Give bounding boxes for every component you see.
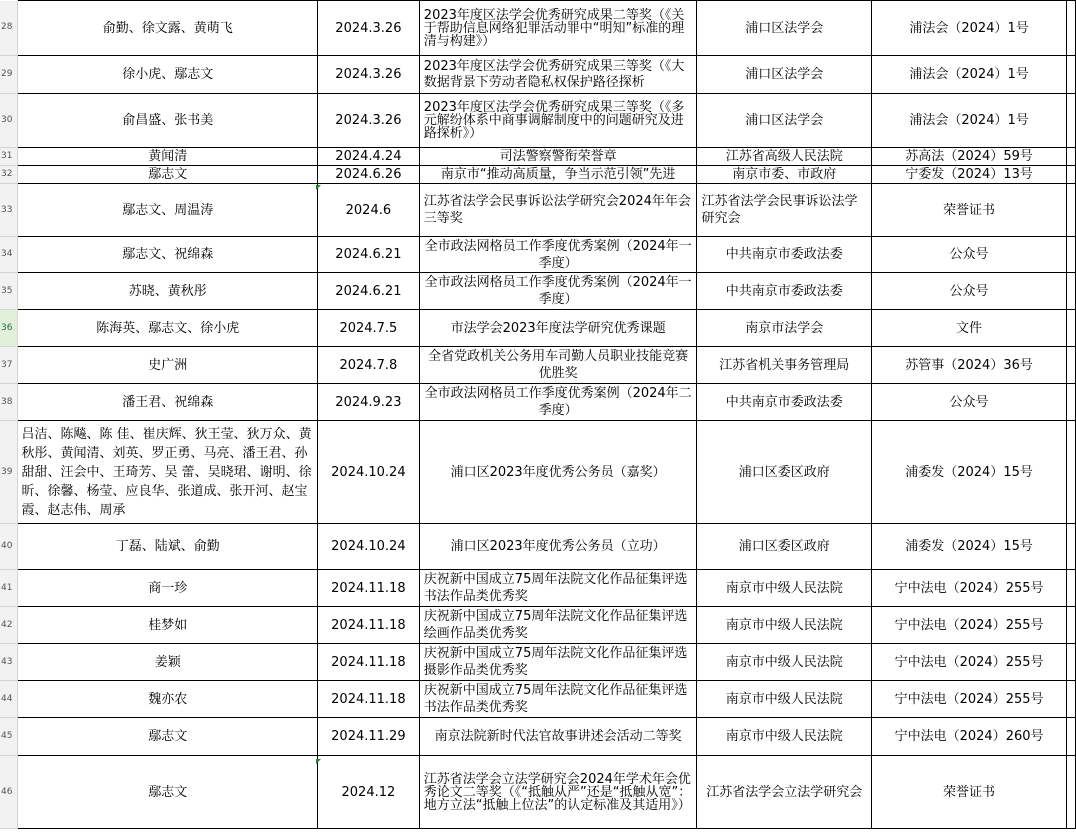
date-cell[interactable]: 2024.10.24 — [317, 524, 419, 570]
empty-cell[interactable] — [1066, 94, 1075, 148]
document-cell[interactable]: 宁中法电（2024）255号 — [872, 607, 1067, 644]
table-row[interactable] — [0, 644, 1076, 681]
table-row[interactable] — [0, 1, 1076, 56]
award-cell[interactable]: 庆祝新中国成立75周年法院文化作品征集评选书法作品类优秀奖 — [419, 681, 697, 718]
date-cell[interactable]: 2024.6.26 — [317, 166, 419, 184]
row-number[interactable]: 28 — [0, 1, 18, 56]
award-cell[interactable]: 全省党政机关公务用车司勤人员职业技能竞赛优胜奖 — [419, 347, 697, 384]
date-cell[interactable]: 2024.11.18 — [317, 681, 419, 718]
empty-cell[interactable] — [1066, 681, 1075, 718]
recipient-names-cell[interactable]: 丁磊、陆斌、俞勤 — [18, 524, 318, 570]
table-row[interactable] — [0, 756, 1076, 829]
recipient-names-cell[interactable]: 鄢志文、祝绵森 — [18, 237, 318, 273]
recipient-names-cell[interactable]: 鄢志文 — [18, 166, 318, 184]
row-number[interactable]: 40 — [0, 524, 18, 570]
document-cell[interactable]: 浦法会（2024）1号 — [872, 1, 1067, 56]
row-number[interactable]: 33 — [0, 184, 18, 237]
issuer-cell[interactable]: 中共南京市委政法委 — [697, 237, 872, 273]
empty-cell[interactable] — [1066, 166, 1075, 184]
issuer-cell[interactable]: 浦口区法学会 — [697, 94, 872, 148]
document-cell[interactable]: 浦法会（2024）1号 — [872, 56, 1067, 94]
document-cell[interactable]: 宁中法电（2024）255号 — [872, 570, 1067, 607]
row-number[interactable]: 41 — [0, 570, 18, 607]
document-cell[interactable]: 宁中法电（2024）260号 — [872, 718, 1067, 756]
table-row[interactable] — [0, 524, 1076, 570]
award-cell[interactable]: 庆祝新中国成立75周年法院文化作品征集评选摄影作品类优秀奖 — [419, 644, 697, 681]
award-cell[interactable]: 全市政法网格员工作季度优秀案例（2024年一季度） — [419, 273, 697, 310]
award-cell[interactable]: 浦口区2023年度优秀公务员（立功） — [419, 524, 697, 570]
award-cell[interactable]: 司法警察警衔荣誉章 — [419, 148, 697, 166]
table-row[interactable] — [0, 718, 1076, 756]
issuer-cell[interactable]: 南京市委、市政府 — [697, 166, 872, 184]
date-cell[interactable]: 2024.11.18 — [317, 570, 419, 607]
issuer-cell[interactable]: 浦口区委区政府 — [697, 421, 872, 524]
recipient-names-cell[interactable]: 商一珍 — [18, 570, 318, 607]
date-cell[interactable]: 2024.3.26 — [317, 94, 419, 148]
row-number[interactable]: 35 — [0, 273, 18, 310]
row-number[interactable]: 43 — [0, 644, 18, 681]
date-cell[interactable]: 2024.12 — [317, 756, 419, 829]
row-number[interactable]: 39 — [0, 421, 18, 524]
document-cell[interactable]: 宁中法电（2024）255号 — [872, 644, 1067, 681]
empty-cell[interactable] — [1066, 1, 1075, 56]
date-cell[interactable]: 2024.9.23 — [317, 384, 419, 421]
issuer-cell[interactable]: 南京市中级人民法院 — [697, 681, 872, 718]
table-row[interactable] — [0, 94, 1076, 148]
table-row[interactable] — [0, 384, 1076, 421]
issuer-cell[interactable]: 南京市中级人民法院 — [697, 570, 872, 607]
table-row[interactable] — [0, 310, 1076, 347]
document-cell[interactable]: 公众号 — [872, 384, 1067, 421]
recipient-names-cell[interactable]: 桂梦如 — [18, 607, 318, 644]
award-cell[interactable]: 江苏省法学会民事诉讼法学研究会2024年年会三等奖 — [419, 184, 697, 237]
recipient-names-cell[interactable]: 鄢志文 — [18, 718, 318, 756]
document-cell[interactable]: 公众号 — [872, 237, 1067, 273]
empty-cell[interactable] — [1066, 184, 1075, 237]
award-cell[interactable]: 南京法院新时代法官故事讲述会活动二等奖 — [419, 718, 697, 756]
row-number[interactable]: 34 — [0, 237, 18, 273]
recipient-names-cell[interactable]: 苏晓、黄秋彤 — [18, 273, 318, 310]
empty-cell[interactable] — [1066, 524, 1075, 570]
recipient-names-cell[interactable]: 姜颖 — [18, 644, 318, 681]
award-cell[interactable]: 江苏省法学会立法学研究会2024年学术年会优秀论文二等奖（《“抵触从严”还是“抵触从宽”：地方立法“抵触上位法”的认定标准及其适用》） — [419, 756, 697, 829]
table-row[interactable] — [0, 184, 1076, 237]
document-cell[interactable]: 浦法会（2024）1号 — [872, 94, 1067, 148]
issuer-cell[interactable]: 南京市中级人民法院 — [697, 644, 872, 681]
recipient-names-cell[interactable]: 黄闻清 — [18, 148, 318, 166]
table-row[interactable] — [0, 570, 1076, 607]
date-cell[interactable]: 2024.6.21 — [317, 273, 419, 310]
row-number[interactable]: 32 — [0, 166, 18, 184]
issuer-cell[interactable]: 江苏省机关事务管理局 — [697, 347, 872, 384]
empty-cell[interactable] — [1066, 644, 1075, 681]
issuer-cell[interactable]: 南京市中级人民法院 — [697, 718, 872, 756]
row-number[interactable]: 30 — [0, 94, 18, 148]
table-row[interactable] — [0, 347, 1076, 384]
document-cell[interactable]: 公众号 — [872, 273, 1067, 310]
recipient-names-cell[interactable]: 鄢志文、周温涛 — [18, 184, 318, 237]
issuer-cell[interactable]: 南京市中级人民法院 — [697, 607, 872, 644]
date-cell[interactable]: 2024.7.5 — [317, 310, 419, 347]
cell-comment-marker[interactable] — [316, 185, 321, 190]
table-row[interactable] — [0, 607, 1076, 644]
empty-cell[interactable] — [1066, 756, 1075, 829]
date-cell[interactable]: 2024.10.24 — [317, 421, 419, 524]
award-cell[interactable]: 庆祝新中国成立75周年法院文化作品征集评选绘画作品类优秀奖 — [419, 607, 697, 644]
empty-cell[interactable] — [1066, 273, 1075, 310]
date-cell[interactable]: 2024.3.26 — [317, 1, 419, 56]
award-cell[interactable]: 南京市“推动高质量，争当示范引领”先进 — [419, 166, 697, 184]
row-number-selected[interactable]: 36 — [0, 310, 18, 347]
award-cell[interactable]: 全市政法网格员工作季度优秀案例（2024年一季度） — [419, 237, 697, 273]
empty-cell[interactable] — [1066, 56, 1075, 94]
issuer-cell[interactable]: 江苏省法学会立法学研究会 — [697, 756, 872, 829]
document-cell[interactable]: 浦委发（2024）15号 — [872, 421, 1067, 524]
date-cell[interactable]: 2024.4.24 — [317, 148, 419, 166]
empty-cell[interactable] — [1066, 718, 1075, 756]
document-cell[interactable]: 荣誉证书 — [872, 756, 1067, 829]
row-number[interactable]: 37 — [0, 347, 18, 384]
award-cell[interactable]: 浦口区2023年度优秀公务员（嘉奖） — [419, 421, 697, 524]
date-cell[interactable]: 2024.7.8 — [317, 347, 419, 384]
date-cell[interactable]: 2024.11.18 — [317, 644, 419, 681]
date-cell[interactable]: 2024.6.21 — [317, 237, 419, 273]
recipient-names-cell[interactable]: 俞勤、徐文露、黄萌飞 — [18, 1, 318, 56]
empty-cell[interactable] — [1066, 607, 1075, 644]
empty-cell[interactable] — [1066, 237, 1075, 273]
table-row[interactable] — [0, 237, 1076, 273]
recipient-names-cell[interactable]: 魏亦农 — [18, 681, 318, 718]
empty-cell[interactable] — [1066, 347, 1075, 384]
empty-cell[interactable] — [1066, 421, 1075, 524]
cell-comment-marker[interactable] — [316, 759, 321, 764]
award-cell[interactable]: 2023年度区法学会优秀研究成果三等奖（《大数据背景下劳动者隐私权保护路径探析 — [419, 56, 697, 94]
document-cell[interactable]: 宁中法电（2024）255号 — [872, 681, 1067, 718]
empty-cell[interactable] — [1066, 384, 1075, 421]
date-cell[interactable]: 2024.11.18 — [317, 607, 419, 644]
award-cell[interactable]: 全市政法网格员工作季度优秀案例（2024年二季度） — [419, 384, 697, 421]
date-cell[interactable]: 2024.3.26 — [317, 56, 419, 94]
recipient-names-cell[interactable]: 徐小虎、鄢志文 — [18, 56, 318, 94]
row-number[interactable]: 38 — [0, 384, 18, 421]
recipient-names-cell[interactable]: 陈海英、鄢志文、徐小虎 — [18, 310, 318, 347]
issuer-cell[interactable]: 江苏省高级人民法院 — [697, 148, 872, 166]
document-cell[interactable]: 苏高法（2024）59号 — [872, 148, 1067, 166]
award-cell[interactable]: 2023年度区法学会优秀研究成果三等奖（《多元解纷体系中商事调解制度中的问题研究及进路探析》） — [419, 94, 697, 148]
document-cell[interactable]: 荣誉证书 — [872, 184, 1067, 237]
recipient-names-cell[interactable]: 潘王君、祝绵森 — [18, 384, 318, 421]
issuer-cell[interactable]: 江苏省法学会民事诉讼法学研究会 — [697, 184, 872, 237]
table-row[interactable] — [0, 148, 1076, 166]
row-number[interactable]: 42 — [0, 607, 18, 644]
row-number[interactable]: 44 — [0, 681, 18, 718]
date-cell[interactable]: 2024.6 — [317, 184, 419, 237]
empty-cell[interactable] — [1066, 570, 1075, 607]
award-cell[interactable]: 市法学会2023年度法学研究优秀课题 — [419, 310, 697, 347]
empty-cell[interactable] — [1066, 310, 1075, 347]
table-row[interactable] — [0, 56, 1076, 94]
table-row[interactable] — [0, 681, 1076, 718]
row-number[interactable]: 29 — [0, 56, 18, 94]
award-cell[interactable]: 庆祝新中国成立75周年法院文化作品征集评选书法作品类优秀奖 — [419, 570, 697, 607]
award-cell[interactable]: 2023年度区法学会优秀研究成果二等奖（《关于帮助信息网络犯罪活动罪中“明知”标准的理清与构建》） — [419, 1, 697, 56]
issuer-cell[interactable]: 南京市法学会 — [697, 310, 872, 347]
row-number[interactable]: 45 — [0, 718, 18, 756]
issuer-cell[interactable]: 中共南京市委政法委 — [697, 384, 872, 421]
table-row[interactable] — [0, 273, 1076, 310]
row-number[interactable]: 31 — [0, 148, 18, 166]
recipient-names-cell[interactable]: 史广洲 — [18, 347, 318, 384]
recipient-names-cell[interactable]: 俞昌盛、张书美 — [18, 94, 318, 148]
recipient-names-cell[interactable]: 鄢志文 — [18, 756, 318, 829]
row-number[interactable]: 46 — [0, 756, 18, 829]
issuer-cell[interactable]: 浦口区委区政府 — [697, 524, 872, 570]
date-cell[interactable]: 2024.11.29 — [317, 718, 419, 756]
document-cell[interactable]: 文件 — [872, 310, 1067, 347]
issuer-cell[interactable]: 浦口区法学会 — [697, 56, 872, 94]
recipient-names-cell[interactable]: 吕洁、陈飚、陈 佳、崔庆辉、狄王莹、狄万众、黄秋彤、黄闻清、刘英、罗正勇、马亮、潘王君、孙甜甜、汪会中、王琦芳、吴 蕾、吴晓珺、谢明、徐昕、徐馨、杨莹、应良华、张道成、张开河、赵宝霞、赵志伟、周承 — [18, 421, 318, 524]
document-cell[interactable]: 浦委发（2024）15号 — [872, 524, 1067, 570]
empty-cell[interactable] — [1066, 148, 1075, 166]
table-row[interactable] — [0, 166, 1076, 184]
document-cell[interactable]: 苏管事（2024）36号 — [872, 347, 1067, 384]
issuer-cell[interactable]: 中共南京市委政法委 — [697, 273, 872, 310]
table-row[interactable] — [0, 421, 1076, 524]
issuer-cell[interactable]: 浦口区法学会 — [697, 1, 872, 56]
document-cell[interactable]: 宁委发（2024）13号 — [872, 166, 1067, 184]
